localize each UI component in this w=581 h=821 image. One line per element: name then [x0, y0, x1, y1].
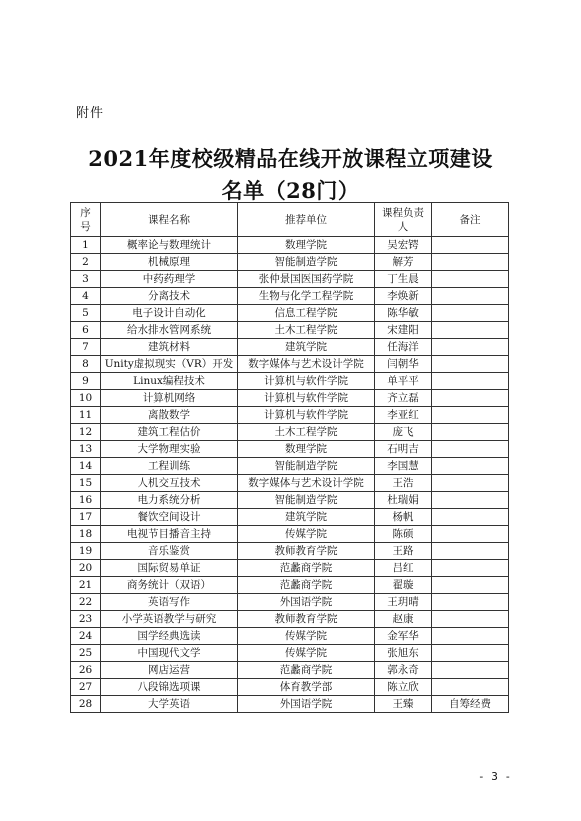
cell-course: 离散数学 — [101, 407, 238, 424]
cell-leader: 李焕新 — [375, 288, 432, 305]
cell-course: 音乐鉴赏 — [101, 543, 238, 560]
cell-unit: 范蠡商学院 — [238, 577, 375, 594]
table-row — [71, 662, 509, 679]
cell-leader: 陈立欣 — [375, 679, 432, 696]
cell-leader: 吕红 — [375, 560, 432, 577]
cell-unit: 范蠡商学院 — [238, 662, 375, 679]
table-row — [71, 254, 509, 271]
cell-course: 电子设计自动化 — [101, 305, 238, 322]
header-seq-label: 序号 — [80, 206, 91, 233]
cell-note — [432, 390, 509, 407]
cell-course: 建筑工程估价 — [101, 424, 238, 441]
cell-unit: 数字媒体与艺术设计学院 — [238, 356, 375, 373]
cell-note — [432, 271, 509, 288]
cell-no: 16 — [71, 492, 101, 509]
table-row — [71, 628, 509, 645]
table-row — [71, 339, 509, 356]
cell-course: 人机交互技术 — [101, 475, 238, 492]
cell-note — [432, 628, 509, 645]
cell-note — [432, 288, 509, 305]
cell-leader: 王玥晴 — [375, 594, 432, 611]
table-row — [71, 594, 509, 611]
cell-leader: 陈硕 — [375, 526, 432, 543]
cell-unit: 土木工程学院 — [238, 424, 375, 441]
cell-note — [432, 237, 509, 254]
cell-unit: 智能制造学院 — [238, 458, 375, 475]
cell-leader: 任海洋 — [375, 339, 432, 356]
cell-unit: 传媒学院 — [238, 628, 375, 645]
cell-course: 给水排水管网系统 — [101, 322, 238, 339]
cell-note — [432, 560, 509, 577]
table-row — [71, 696, 509, 713]
cell-note — [432, 662, 509, 679]
table-row — [71, 390, 509, 407]
table-row — [71, 305, 509, 322]
cell-note — [432, 526, 509, 543]
cell-unit: 张仲景国医国药学院 — [238, 271, 375, 288]
header-seq — [71, 203, 101, 237]
cell-unit: 计算机与软件学院 — [238, 390, 375, 407]
cell-unit: 智能制造学院 — [238, 492, 375, 509]
cell-leader: 王路 — [375, 543, 432, 560]
cell-leader: 李亚红 — [375, 407, 432, 424]
cell-no: 22 — [71, 594, 101, 611]
cell-unit: 土木工程学院 — [238, 322, 375, 339]
cell-course: 分离技术 — [101, 288, 238, 305]
cell-unit: 外国语学院 — [238, 594, 375, 611]
cell-no: 6 — [71, 322, 101, 339]
cell-note — [432, 543, 509, 560]
cell-no: 12 — [71, 424, 101, 441]
cell-unit: 数理学院 — [238, 237, 375, 254]
attachment-label: 附件 — [76, 106, 105, 121]
table-row — [71, 526, 509, 543]
course-list-table — [70, 202, 509, 713]
cell-leader: 翟璇 — [375, 577, 432, 594]
cell-course: 建筑材料 — [101, 339, 238, 356]
cell-no: 10 — [71, 390, 101, 407]
cell-no: 9 — [71, 373, 101, 390]
table-row — [71, 577, 509, 594]
cell-note — [432, 645, 509, 662]
header-leader — [375, 203, 432, 237]
cell-course: 电力系统分析 — [101, 492, 238, 509]
cell-note — [432, 339, 509, 356]
cell-course: 小学英语教学与研究 — [101, 611, 238, 628]
cell-no: 1 — [71, 237, 101, 254]
cell-course: 大学英语 — [101, 696, 238, 713]
cell-course: 中药药理学 — [101, 271, 238, 288]
cell-no: 11 — [71, 407, 101, 424]
cell-no: 19 — [71, 543, 101, 560]
cell-unit: 信息工程学院 — [238, 305, 375, 322]
table-row — [71, 679, 509, 696]
cell-unit: 传媒学院 — [238, 645, 375, 662]
cell-unit: 范蠡商学院 — [238, 560, 375, 577]
header-unit: 推荐单位 — [238, 203, 375, 237]
cell-no: 3 — [71, 271, 101, 288]
cell-note — [432, 475, 509, 492]
table-row — [71, 475, 509, 492]
table-row — [71, 441, 509, 458]
cell-leader: 王浩 — [375, 475, 432, 492]
cell-course: 商务统计（双语） — [101, 577, 238, 594]
cell-leader: 丁生晨 — [375, 271, 432, 288]
table-row — [71, 645, 509, 662]
cell-no: 25 — [71, 645, 101, 662]
cell-leader: 齐立磊 — [375, 390, 432, 407]
cell-note — [432, 424, 509, 441]
cell-note — [432, 322, 509, 339]
cell-unit: 计算机与软件学院 — [238, 373, 375, 390]
cell-no: 26 — [71, 662, 101, 679]
cell-course: Unity虚拟现实（VR）开发 — [101, 356, 238, 373]
cell-no: 21 — [71, 577, 101, 594]
cell-leader: 陈华敏 — [375, 305, 432, 322]
cell-course: 英语写作 — [101, 594, 238, 611]
cell-note — [432, 492, 509, 509]
cell-course: 机械原理 — [101, 254, 238, 271]
cell-leader: 王臻 — [375, 696, 432, 713]
cell-course: 国际贸易单证 — [101, 560, 238, 577]
cell-note: 自筹经费 — [432, 696, 509, 713]
cell-no: 28 — [71, 696, 101, 713]
table-row — [71, 356, 509, 373]
table-row — [71, 492, 509, 509]
cell-note — [432, 356, 509, 373]
cell-course: 网店运营 — [101, 662, 238, 679]
cell-leader: 张旭东 — [375, 645, 432, 662]
cell-note — [432, 509, 509, 526]
table-row — [71, 560, 509, 577]
cell-leader: 宋建阳 — [375, 322, 432, 339]
cell-unit: 数字媒体与艺术设计学院 — [238, 475, 375, 492]
cell-note — [432, 594, 509, 611]
cell-course: 八段锦选项课 — [101, 679, 238, 696]
cell-note — [432, 458, 509, 475]
cell-course: 大学物理实验 — [101, 441, 238, 458]
cell-note — [432, 441, 509, 458]
table-row — [71, 458, 509, 475]
cell-leader: 杜瑞娟 — [375, 492, 432, 509]
cell-unit: 数理学院 — [238, 441, 375, 458]
cell-leader: 赵康 — [375, 611, 432, 628]
cell-note — [432, 254, 509, 271]
cell-unit: 外国语学院 — [238, 696, 375, 713]
cell-course: 餐饮空间设计 — [101, 509, 238, 526]
header-leader-label: 课程负责人 — [382, 206, 424, 233]
cell-leader: 金军华 — [375, 628, 432, 645]
cell-leader: 吴宏锷 — [375, 237, 432, 254]
header-note: 备注 — [432, 203, 509, 237]
cell-no: 17 — [71, 509, 101, 526]
cell-note — [432, 577, 509, 594]
cell-course: 中国现代文学 — [101, 645, 238, 662]
table-header-row — [71, 203, 509, 237]
cell-unit: 计算机与软件学院 — [238, 407, 375, 424]
cell-unit: 体育教学部 — [238, 679, 375, 696]
cell-no: 13 — [71, 441, 101, 458]
table-row — [71, 237, 509, 254]
cell-leader: 闫朝华 — [375, 356, 432, 373]
cell-course: 工程训练 — [101, 458, 238, 475]
table-row — [71, 271, 509, 288]
cell-unit: 教师教育学院 — [238, 611, 375, 628]
cell-note — [432, 305, 509, 322]
cell-unit: 生物与化学工程学院 — [238, 288, 375, 305]
cell-course: 电视节目播音主持 — [101, 526, 238, 543]
table-row — [71, 322, 509, 339]
cell-no: 20 — [71, 560, 101, 577]
cell-unit: 传媒学院 — [238, 526, 375, 543]
cell-leader: 郭永奇 — [375, 662, 432, 679]
cell-leader: 单平平 — [375, 373, 432, 390]
cell-no: 23 — [71, 611, 101, 628]
cell-unit: 智能制造学院 — [238, 254, 375, 271]
cell-leader: 石明吉 — [375, 441, 432, 458]
page-number: - 3 - — [478, 770, 512, 783]
cell-course: 计算机网络 — [101, 390, 238, 407]
document-title-line2: 名单（28门） — [221, 178, 360, 203]
cell-note — [432, 679, 509, 696]
cell-note — [432, 407, 509, 424]
cell-no: 14 — [71, 458, 101, 475]
cell-no: 18 — [71, 526, 101, 543]
table-row — [71, 509, 509, 526]
cell-leader: 庞飞 — [375, 424, 432, 441]
cell-no: 15 — [71, 475, 101, 492]
cell-no: 7 — [71, 339, 101, 356]
cell-note — [432, 611, 509, 628]
cell-course: 国学经典选读 — [101, 628, 238, 645]
cell-course: Linux编程技术 — [101, 373, 238, 390]
document-title: 2021年度校级精品在线开放课程立项建设 — [88, 146, 493, 171]
cell-unit: 建筑学院 — [238, 509, 375, 526]
cell-no: 8 — [71, 356, 101, 373]
table-row — [71, 407, 509, 424]
cell-leader: 解芳 — [375, 254, 432, 271]
cell-note — [432, 373, 509, 390]
table-row — [71, 611, 509, 628]
cell-no: 2 — [71, 254, 101, 271]
cell-unit: 教师教育学院 — [238, 543, 375, 560]
cell-no: 5 — [71, 305, 101, 322]
table-row — [71, 373, 509, 390]
table-row — [71, 424, 509, 441]
cell-unit: 建筑学院 — [238, 339, 375, 356]
cell-leader: 李国慧 — [375, 458, 432, 475]
cell-leader: 杨帆 — [375, 509, 432, 526]
cell-course: 概率论与数理统计 — [101, 237, 238, 254]
table-row — [71, 288, 509, 305]
header-course: 课程名称 — [101, 203, 238, 237]
cell-no: 4 — [71, 288, 101, 305]
cell-no: 24 — [71, 628, 101, 645]
table-row — [71, 543, 509, 560]
cell-no: 27 — [71, 679, 101, 696]
